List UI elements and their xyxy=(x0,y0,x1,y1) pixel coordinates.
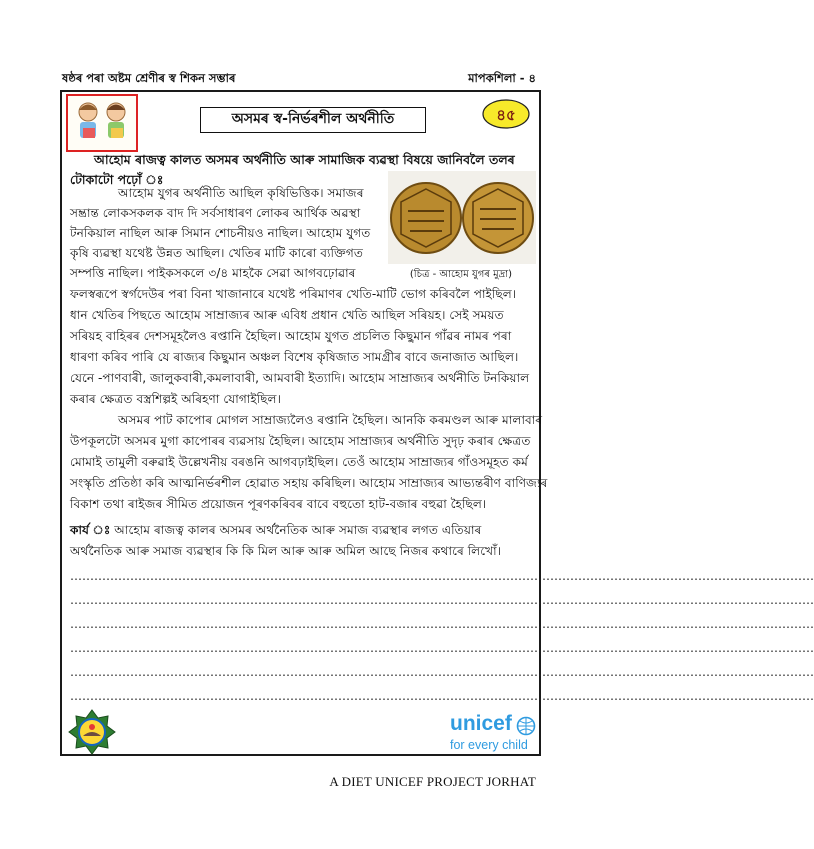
text-line: টনকিয়াল নাছিল আৰু সিমান শোচনীয়ও নাছিল। আহোম যুগত xyxy=(70,226,371,240)
text-line: যেনে -পাণবাৰী, জালুকবাৰী,কমলাবাৰী, আমবাৰী ইত্যাদি। আহোম সাম্ৰাজ্যৰ অৰ্থনীতি টনকিয়াল xyxy=(70,371,530,385)
reading-children-icon xyxy=(68,96,136,150)
ahom-coins-image xyxy=(388,171,536,264)
text-line: উপকূলটো অসমৰ মুগা কাপোৰৰ ব্যৱসায় হৈছিল। আহোম সাম্ৰাজ্যৰ অৰ্থনীতি সুদৃঢ় কৰাৰ ক্ষেত্ৰত xyxy=(70,434,531,448)
text-line: সংস্কৃতি প্ৰতিষ্ঠা কৰি আত্মনিৰ্ভৰশীল হোৱাত সহায় কৰিছিল। আহোম সাম্ৰাজ্যৰ আভ্যন্তৰীণ বাণিজ্যৰ xyxy=(70,476,548,490)
text-line: ধান খেতিৰ পিছতে আহোম সাম্ৰাজ্যৰ আৰু এবিধ প্ৰধান খেতি আছিল সৰিয়হ। সেই সময়ত xyxy=(70,308,504,322)
task-line-1 xyxy=(70,520,481,540)
text-line: সৰিয়হ বাহিৰৰ দেশসমূহলৈও ৰপ্তানি হৈছিল। আহোম যুগত প্ৰচলিত কিছুমান গাঁৱৰ নামৰ পৰা xyxy=(70,329,512,343)
unicef-globe-icon xyxy=(516,716,536,736)
text-line: সম্পত্তি নাছিল। পাইকসকলে ৩/৪ মাহকৈ সেৱা আগবঢ়োৱাৰ xyxy=(70,266,356,280)
children-illustration xyxy=(66,94,138,152)
answer-line[interactable]: …………………………………………………………………………………………………………………………………………………………………… xyxy=(70,617,814,631)
task-text: আহোম ৰাজত্ব কালৰ অসমৰ অৰ্থনৈতিক আৰু সমাজ ব্যৱস্থাৰ লগত এতিয়াৰ xyxy=(114,523,482,537)
answer-line[interactable]: …………………………………………………………………………………………………………………………………………………………………… xyxy=(70,569,814,583)
worksheet-number-badge: ৪৫ xyxy=(496,106,516,124)
intro-line: টোকাটো পঢ়োঁ ঃ xyxy=(70,172,164,187)
answer-line[interactable]: …………………………………………………………………………………………………………………………………………………………………… xyxy=(70,689,814,703)
text-line: ধাৰণা কৰিব পাৰি যে ৰাজ্যৰ কিছুমান অঞ্চল বিশেষ কৃষিজাত সামগ্ৰীৰ বাবে জনাজাত আছিল। xyxy=(70,350,519,364)
header-left: ষষ্ঠৰ পৰা অষ্টম শ্ৰেণীৰ স্ব শিকন সম্ভাৰ xyxy=(62,71,236,85)
answer-line[interactable]: …………………………………………………………………………………………………………………………………………………………………… xyxy=(70,593,814,607)
text-line: অসমৰ পাট কাপোৰ মোগল সাম্ৰাজ্যলৈও ৰপ্তানি হৈছিল। আনকি কৰমণ্ডল আৰু মালাবাৰ xyxy=(118,413,543,427)
text-line: কৃষি ব্যৱস্থা যথেষ্ট উন্নত আছিল। খেতিৰ মাটি কাৰো ব্যক্তিগত xyxy=(70,246,364,260)
answer-line[interactable]: …………………………………………………………………………………………………………………………………………………………………… xyxy=(70,665,814,679)
text-line: মোমাই তামুলী বৰুৱাই উল্লেখনীয় বৰঙনি আগবঢ়াইছিল। তেওঁ আহোম সাম্ৰাজ্যৰ গাঁওসমূহত কৰ্ম xyxy=(70,455,528,469)
text-line: আহোম যুগৰ অৰ্থনীতি আছিল কৃষিভিত্তিক। সমাজৰ xyxy=(118,186,364,200)
intro-line: আহোম ৰাজত্ব কালত অসমৰ অৰ্থনীতি আৰু সামাজিক ব্যৱস্থা বিষয়ে জানিবলৈ তলৰ xyxy=(94,152,515,167)
diet-logo-icon xyxy=(67,708,117,756)
page-title: অসমৰ স্ব-নিৰ্ভৰশীল অৰ্থনীতি xyxy=(200,107,426,133)
unicef-wordmark: unicef xyxy=(450,712,512,735)
header-right: মাপকশিলা - ৪ xyxy=(468,71,536,85)
text-line: ফলস্বৰূপে স্বৰ্গদেউৰ পৰা বিনা খাজানাৰে যথেষ্ট পৰিমাণৰ খেতি-মাটি ভোগ কৰিবলৈ পাইছিল। xyxy=(70,287,517,301)
task-label: কাৰ্য ঃ xyxy=(70,523,111,537)
footer-credit: A DIET UNICEF PROJECT JORHAT xyxy=(329,774,536,789)
coin-caption: (চিত্ৰ - আহোম যুগৰ মুদ্ৰা) xyxy=(409,269,513,280)
text-line: বিকাশ তথা ৰাইজৰ সীমিত প্ৰয়োজন পূৰণকৰিবৰ বাবে বহুতো হাট-বজাৰ বহুৱা হৈছিল। xyxy=(70,497,487,511)
unicef-tagline: for every child xyxy=(450,738,528,752)
task-line-2: অৰ্থনৈতিক আৰু সমাজ ব্যৱস্থাৰ কি কি মিল আৰু আৰু অমিল আছে নিজৰ কথাৰে লিখোঁ। xyxy=(70,544,502,558)
text-line: কৰাৰ ক্ষেত্ৰত বস্ত্ৰশিল্পই অৰিহণা যোগাইছিল। xyxy=(70,392,281,406)
text-line: সম্ভ্ৰান্ত লোকসকলক বাদ দি সৰ্বসাধাৰণ লোকৰ আৰ্থিক অৱস্থা xyxy=(70,206,361,220)
answer-line[interactable]: …………………………………………………………………………………………………………………………………………………………………… xyxy=(70,641,814,655)
